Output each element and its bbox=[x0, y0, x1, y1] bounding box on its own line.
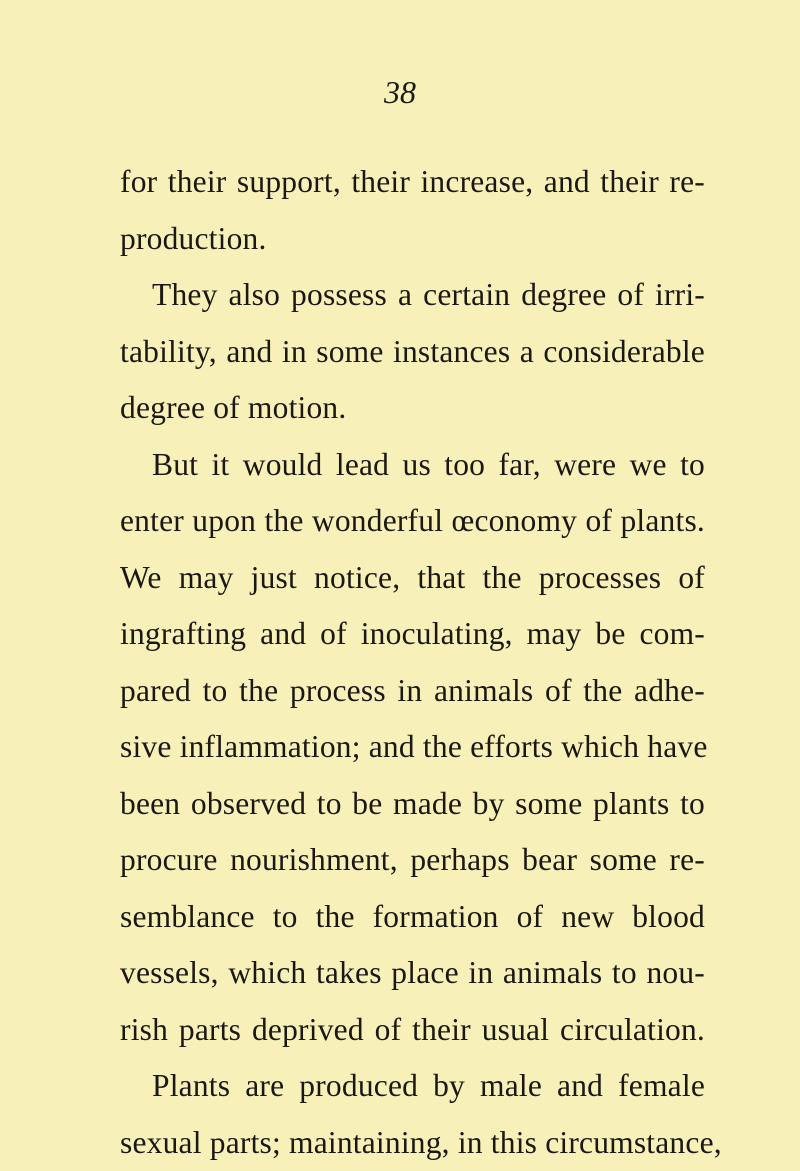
text-line: We may just notice, that the processes of bbox=[120, 550, 705, 607]
text-line: pared to the process in animals of the adhe- bbox=[120, 663, 705, 720]
text-line: They also possess a certain degree of irri- bbox=[120, 267, 705, 324]
text-line: degree of motion. bbox=[120, 380, 705, 437]
text-line: But it would lead us too far, were we to bbox=[120, 437, 705, 494]
text-line: tability, and in some instances a considerable bbox=[120, 324, 705, 381]
body-text bbox=[120, 154, 705, 1171]
text-line: semblance to the formation of new blood bbox=[120, 889, 705, 946]
text-line: Plants are produced by male and female bbox=[120, 1058, 705, 1115]
text-line: for their support, their increase, and their re- bbox=[120, 154, 705, 211]
text-line: production. bbox=[120, 211, 705, 268]
page-number: 38 bbox=[0, 72, 800, 112]
text-line: sive inflammation; and the efforts which have bbox=[120, 719, 705, 776]
text-line: ingrafting and of inoculating, may be com- bbox=[120, 606, 705, 663]
text-line: enter upon the wonderful œconomy of plants. bbox=[120, 493, 705, 550]
text-line: been observed to be made by some plants to bbox=[120, 776, 705, 833]
text-line: procure nourishment, perhaps bear some re- bbox=[120, 832, 705, 889]
text-line: rish parts deprived of their usual circulation. bbox=[120, 1002, 705, 1059]
text-line: sexual parts; maintaining, in this circumstance, bbox=[120, 1115, 705, 1171]
text-line: vessels, which takes place in animals to nou- bbox=[120, 945, 705, 1002]
